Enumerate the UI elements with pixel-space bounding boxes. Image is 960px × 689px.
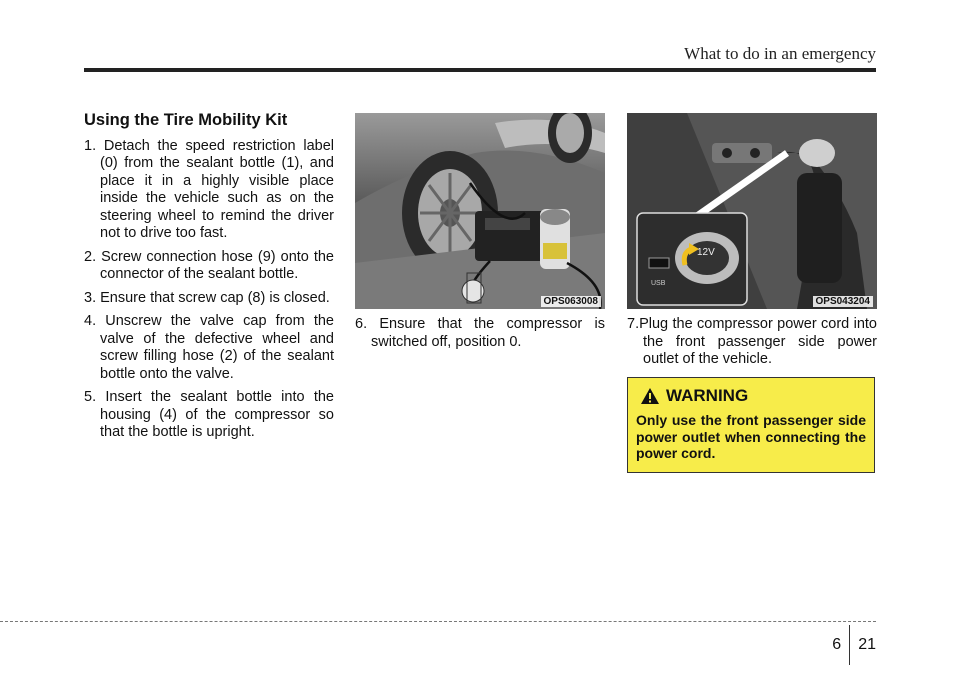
figure-compressor-at-tire [355,113,605,309]
power-outlet-illustration [627,113,877,309]
header-title: What to do in an emergency [684,44,876,63]
header-rule [84,68,876,72]
warning-header [640,386,866,406]
step-5: 5. Insert the sealant bottle into the housing (4) of the compressor so that the bottle is upright. [84,389,334,440]
column-1 [84,108,334,448]
footer-dashed-rule [0,621,876,622]
figure-code: OPS063008 [541,296,602,307]
page-number-value: 21 [858,636,876,653]
column-3 [627,316,877,375]
step-4: 4. Unscrew the valve cap from the valve of the defective wheel and screw filling hose (2) of the sealant bottle onto the valve. [84,313,334,382]
warning-box [627,377,875,473]
outlet-12v-label: 12V [697,247,715,258]
step-2: 2. Screw connection hose (9) onto the connector of the sealant bottle. [84,248,334,282]
step-7: 7.Plug the compressor power cord into the front passenger side power outlet of the vehicle. [627,316,877,367]
warning-triangle-icon [640,387,660,405]
step-6: 6. Ensure that the compressor is switched off, position 0. [355,316,605,350]
step-3: 3. Ensure that screw cap (8) is closed. [84,289,330,306]
step-1: 1. Detach the speed restriction label (0) from the sealant bottle (1), and place it in a highly visible place inside the vehicle such as on the steering wheel to remind the driver not to drive too fast. [84,137,334,241]
figure-power-outlet [627,113,877,309]
page-number [832,625,876,665]
column-2 [355,316,605,357]
outlet-usb-label: USB [651,280,666,287]
warning-text: Only use the front passenger side power outlet when connecting the power cord. [636,412,866,461]
figure-code: OPS043204 [813,296,874,307]
compressor-illustration [355,113,605,309]
chapter-number: 6 [832,636,842,653]
page-number-divider [849,625,850,665]
warning-title: WARNING [666,386,749,405]
section-title: Using the Tire Mobility Kit [84,111,288,129]
